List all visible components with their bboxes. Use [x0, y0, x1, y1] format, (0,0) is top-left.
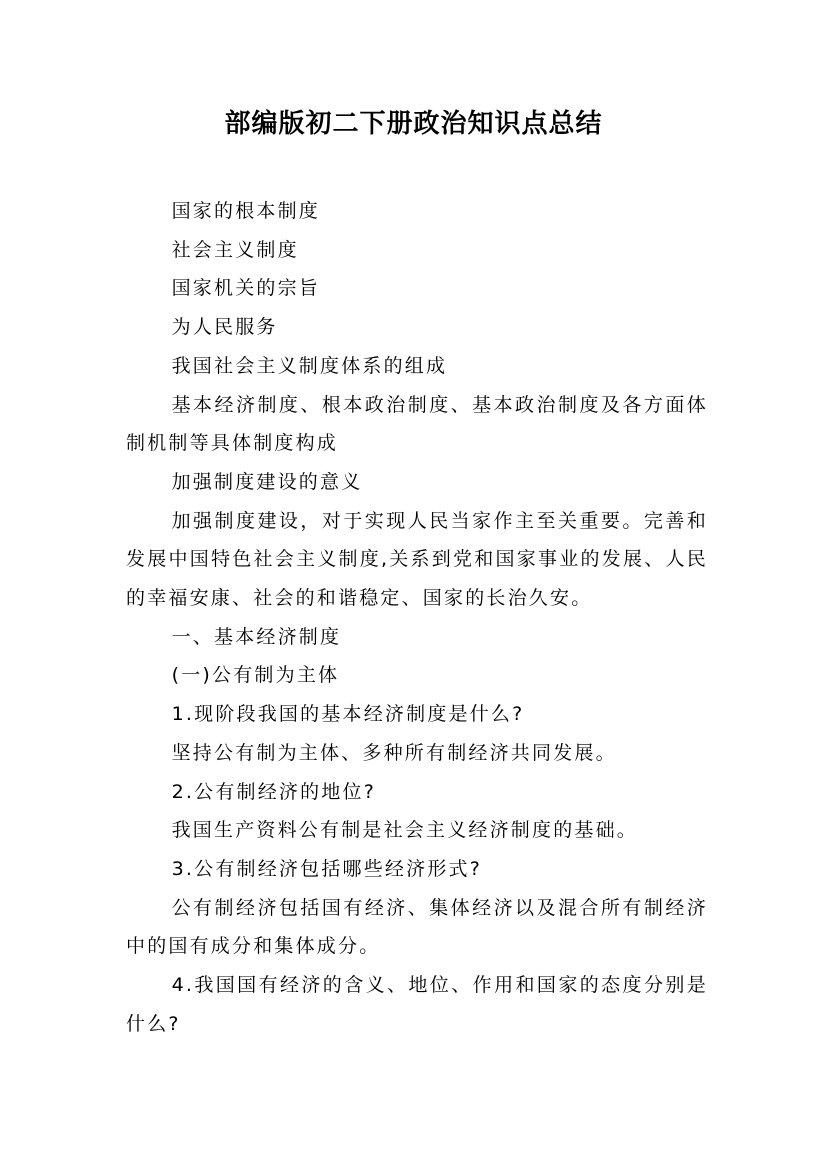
paragraph: 为人民服务 — [171, 316, 278, 339]
paragraph: 社会主义制度 — [171, 238, 299, 261]
document-body — [126, 192, 708, 1043]
paragraph: 一、基本经济制度 — [171, 625, 342, 648]
paragraph: 加强制度建设的意义 — [171, 470, 363, 493]
paragraph: 基本经济制度、根本政治制度、基本政治制度及各方面体制机制等具体制度构成 — [126, 393, 708, 455]
paragraph: 1.现阶段我国的基本经济制度是什么? — [171, 703, 525, 726]
paragraph: 加强制度建设，对于实现人民当家作主至关重要。完善和发展中国特色社会主义制度,关系到党和国家事业的发展、人民的幸福安康、社会的和谐稳定、国家的长治久安。 — [126, 509, 708, 610]
paragraph: 我国生产资料公有制是社会主义经济制度的基础。 — [171, 819, 638, 842]
paragraph: 2.公有制经济的地位? — [171, 780, 377, 803]
paragraph: 4.我国国有经济的含义、地位、作用和国家的态度分别是什么? — [126, 974, 708, 1035]
paragraph: 坚持公有制为主体、多种所有制经济共同发展。 — [171, 741, 617, 764]
paragraph: 我国社会主义制度体系的组成 — [171, 354, 448, 377]
paragraph: (一)公有制为主体 — [171, 664, 340, 687]
paragraph: 公有制经济包括国有经济、集体经济以及混合所有制经济中的国有成分和集体成分。 — [126, 896, 708, 958]
paragraph: 国家机关的宗旨 — [171, 277, 320, 300]
document-title: 部编版初二下册政治知识点总结 — [224, 109, 603, 139]
paragraph: 国家的根本制度 — [171, 200, 320, 222]
paragraph: 3.公有制经济包括哪些经济形式? — [171, 857, 483, 880]
